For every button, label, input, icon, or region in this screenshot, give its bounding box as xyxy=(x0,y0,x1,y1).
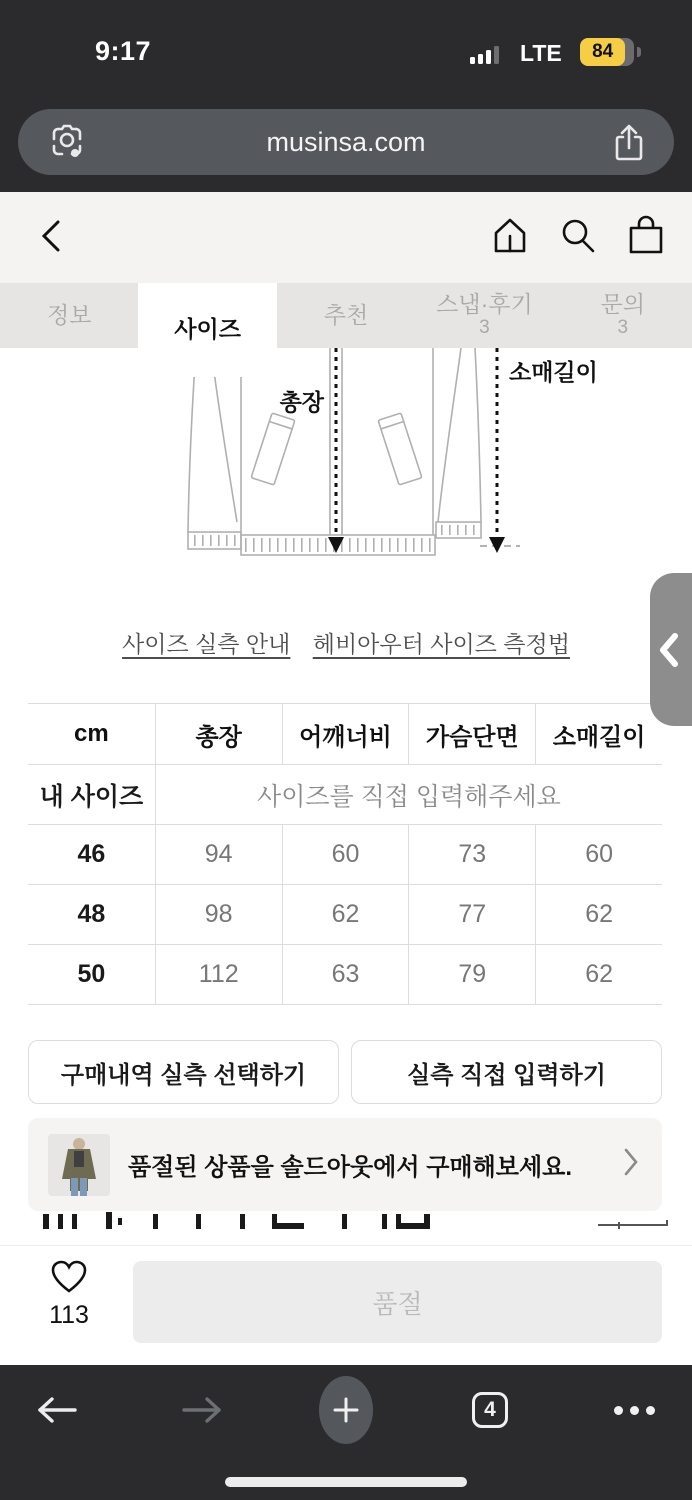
size-table xyxy=(28,703,662,1005)
table-header-length: 총장 xyxy=(155,704,282,764)
enter-measurements-button[interactable]: 실측 직접 입력하기 xyxy=(351,1040,662,1104)
table-header-unit: cm xyxy=(74,720,109,747)
browser-menu-button[interactable] xyxy=(599,1375,669,1445)
tab-switcher-button[interactable] xyxy=(455,1375,525,1445)
heart-icon xyxy=(51,1260,87,1294)
size-cell: 98 xyxy=(155,884,282,944)
plus-icon xyxy=(332,1396,360,1424)
arrow-right-icon xyxy=(180,1394,224,1426)
home-icon[interactable] xyxy=(490,214,530,258)
site-header xyxy=(0,192,692,283)
soldout-banner-text: 품절된 상품을 솔드아웃에서 구매해보세요. xyxy=(128,1154,572,1181)
size-tab-content xyxy=(0,348,692,1245)
url-text[interactable]: musinsa.com xyxy=(266,126,426,157)
chevron-right-icon xyxy=(622,1147,640,1182)
soldout-banner[interactable] xyxy=(28,1118,662,1211)
outer-measure-method-link[interactable]: 헤비아우터 사이즈 측정법 xyxy=(312,631,570,657)
my-size-input-prompt[interactable]: 사이즈를 직접 입력해주세요 xyxy=(155,764,662,824)
like-button[interactable] xyxy=(36,1260,102,1330)
table-header-sleeve: 소매길이 xyxy=(535,704,662,764)
share-icon[interactable] xyxy=(612,124,646,169)
tab-snap-reviews[interactable]: 스냅·후기 3 xyxy=(436,290,533,339)
svg-text:총장: 총장 xyxy=(279,389,324,415)
search-icon[interactable] xyxy=(558,214,598,258)
cellular-signal-icon xyxy=(470,46,499,64)
battery-cap xyxy=(637,47,641,57)
size-cell: 62 xyxy=(535,944,662,1004)
size-cell: 62 xyxy=(535,884,662,944)
battery-icon xyxy=(580,38,634,66)
browser-top-chrome xyxy=(0,0,692,192)
size-row-label: 50 xyxy=(28,944,155,1004)
tab-info[interactable]: 정보 xyxy=(46,301,92,328)
table-header-shoulder: 어깨너비 xyxy=(282,704,409,764)
svg-text:소매길이: 소매길이 xyxy=(509,359,598,385)
tab-recommend[interactable]: 추천 xyxy=(323,301,369,328)
size-row-label: 46 xyxy=(28,824,155,884)
network-type-label: LTE xyxy=(520,40,562,66)
like-count: 113 xyxy=(49,1301,89,1329)
arrow-left-icon xyxy=(35,1394,79,1426)
my-size-label: 내 사이즈 xyxy=(28,764,155,824)
tab-snap-reviews-count: 3 xyxy=(479,317,490,339)
tab-inquiry-count: 3 xyxy=(617,317,629,339)
size-cell: 77 xyxy=(408,884,535,944)
shopping-bag-icon[interactable] xyxy=(626,214,666,258)
home-indicator[interactable] xyxy=(225,1477,467,1487)
size-cell: 112 xyxy=(155,944,282,1004)
tab-size[interactable]: 사이즈 xyxy=(138,283,276,377)
size-cell: 60 xyxy=(535,824,662,884)
browser-bottom-toolbar xyxy=(0,1365,692,1500)
chevron-left-icon xyxy=(650,628,692,672)
more-dots-icon xyxy=(614,1406,655,1415)
new-tab-button[interactable] xyxy=(311,1375,381,1445)
size-row-label: 48 xyxy=(28,884,155,944)
size-cell: 60 xyxy=(282,824,409,884)
status-bar xyxy=(0,30,692,74)
product-tabbar xyxy=(0,283,692,348)
side-drawer-handle[interactable] xyxy=(650,573,692,726)
clipped-text-fragments xyxy=(0,1212,692,1245)
purchase-bar xyxy=(0,1245,692,1365)
measurement-links xyxy=(0,626,692,659)
product-thumbnail xyxy=(48,1134,110,1196)
tab-inquiry[interactable]: 문의 3 xyxy=(600,290,646,339)
size-cell: 63 xyxy=(282,944,409,1004)
address-bar[interactable] xyxy=(18,109,674,175)
size-cell: 73 xyxy=(408,824,535,884)
browser-back-button[interactable] xyxy=(22,1375,92,1445)
tab-count: 4 xyxy=(472,1392,508,1428)
battery-percent: 84 xyxy=(580,38,625,66)
sold-out-button: 품절 xyxy=(133,1261,662,1343)
size-cell: 62 xyxy=(282,884,409,944)
size-measure-guide-link[interactable]: 사이즈 실측 안내 xyxy=(122,631,291,657)
table-header-chest: 가슴단면 xyxy=(408,704,535,764)
back-chevron-icon[interactable] xyxy=(36,214,80,258)
size-cell: 94 xyxy=(155,824,282,884)
jacket-measurement-diagram xyxy=(148,348,600,560)
status-time: 9:17 xyxy=(95,36,152,66)
select-purchase-history-button[interactable]: 구매내역 실측 선택하기 xyxy=(28,1040,339,1104)
size-cell: 79 xyxy=(408,944,535,1004)
browser-forward-button[interactable] xyxy=(167,1375,237,1445)
